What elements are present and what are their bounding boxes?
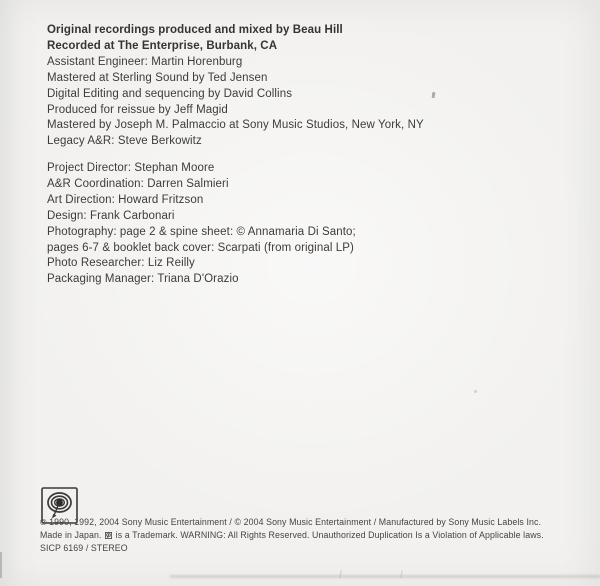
credit-line: Mastered by Joseph M. Palmaccio at Sony Music Studios, New York, NY <box>47 119 424 132</box>
credit-line: pages 6-7 & booklet back cover: Scarpati (from original LP) <box>47 241 354 254</box>
fine-print <box>40 516 544 555</box>
credit-line: Photography: page 2 & spine sheet: © Annamaria Di Santo; <box>47 225 356 238</box>
credit-line: A&R Coordination: Darren Salmieri <box>47 177 229 190</box>
credits-block-production <box>47 23 424 150</box>
trademark-warning-line <box>40 529 544 542</box>
scan-speck <box>432 92 436 98</box>
trademark-text: is a Trademark. WARNING: All Rights Reserved. Unauthorized Duplication Is a Violation of Applicable laws. <box>115 529 544 540</box>
scan-edge-artifact <box>0 552 2 578</box>
credit-line: Produced for reissue by Jeff Magid <box>47 103 228 116</box>
credit-line: Packaging Manager: Triana D'Orazio <box>47 273 239 286</box>
credit-line: Design: Frank Carbonari <box>47 209 175 222</box>
copyright-line: ℗ 1990, 1992, 2004 Sony Music Entertainment / © 2004 Sony Music Entertainment / Manufactured by Sony Music Labels Inc. <box>40 517 542 527</box>
credit-line: Digital Editing and sequencing by David Collins <box>47 87 293 100</box>
credit-line: Project Director: Stephan Moore <box>47 162 215 174</box>
scan-bottom-marks <box>339 570 403 578</box>
credit-line: Legacy A&R: Steve Berkowitz <box>47 135 202 148</box>
credit-line: Original recordings produced and mixed by Beau Hill <box>47 24 343 36</box>
credit-line: Art Direction: Howard Fritzson <box>47 193 204 206</box>
credit-line: Photo Researcher: Liz Reilly <box>47 257 195 270</box>
credit-line: Mastered at Sterling Sound by Ted Jensen <box>47 71 268 84</box>
catalog-number-line: SICP 6169 / STEREO <box>40 542 128 553</box>
credit-line: Assistant Engineer: Martin Horenburg <box>47 55 243 68</box>
record-eye-trademark-glyph-icon <box>105 530 112 537</box>
scan-speck <box>474 390 477 393</box>
made-in-japan-text: Made in Japan. <box>40 529 102 540</box>
credits-block-packaging <box>47 161 356 288</box>
credit-line: Recorded at The Enterprise, Burbank, CA <box>47 39 278 52</box>
